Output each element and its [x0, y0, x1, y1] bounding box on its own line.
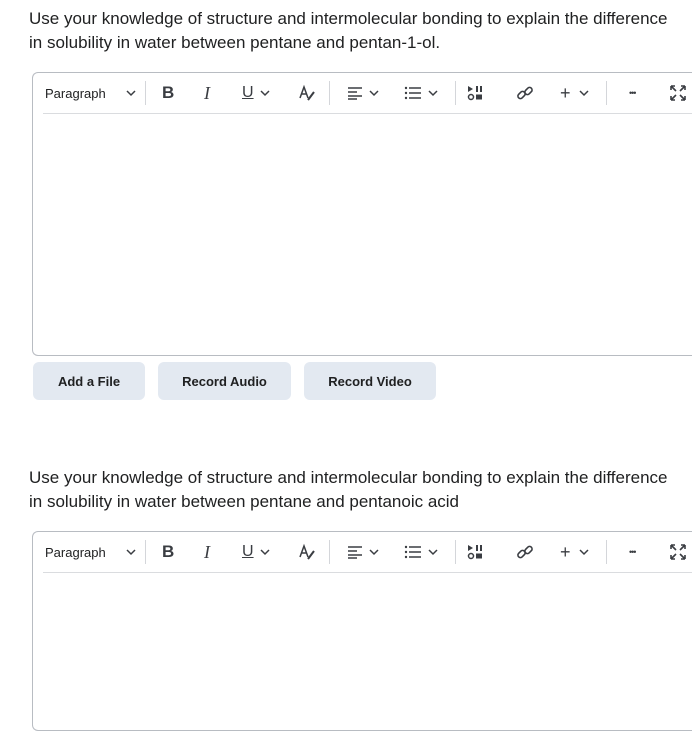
insert-media-button[interactable] [467, 81, 485, 105]
text-style-icon [298, 543, 316, 561]
insert-link-button[interactable] [516, 540, 534, 564]
link-icon [516, 84, 534, 102]
insert-more-dropdown[interactable] [560, 540, 589, 564]
editor-toolbar [43, 532, 692, 573]
text-style-icon [298, 84, 316, 102]
align-dropdown[interactable] [347, 81, 379, 105]
chevron-down-icon [428, 89, 438, 97]
bold-button[interactable]: B [162, 542, 175, 561]
insert-media-button[interactable] [467, 540, 485, 564]
insert-link-button[interactable] [516, 81, 534, 105]
insert-more-dropdown[interactable] [560, 81, 589, 105]
format-dropdown-label: Paragraph [45, 544, 106, 560]
chevron-down-icon [369, 89, 379, 97]
toolbar-divider [455, 81, 456, 105]
media-icon [467, 84, 485, 102]
chevron-down-icon [126, 89, 136, 97]
format-dropdown[interactable] [45, 81, 136, 105]
plus-icon: + [560, 82, 571, 103]
plus-icon: + [560, 541, 571, 562]
record-video-button[interactable]: Record Video [304, 362, 436, 400]
italic-button[interactable]: I [204, 541, 210, 562]
fullscreen-button[interactable] [669, 540, 687, 564]
format-dropdown-label: Paragraph [45, 85, 106, 101]
chevron-down-icon [579, 89, 589, 97]
chevron-down-icon [260, 89, 270, 97]
font-color-button[interactable] [298, 540, 316, 564]
question-1-text: Use your knowledge of structure and intermolecular bonding to explain the difference in solubility in water between pentane and pentan-1-ol. [29, 9, 668, 52]
bulleted-list-icon [404, 545, 422, 559]
toolbar-divider [329, 540, 330, 564]
record-audio-button[interactable]: Record Audio [158, 362, 291, 400]
fullscreen-icon [669, 84, 687, 102]
chevron-down-icon [428, 548, 438, 556]
toolbar-divider [606, 540, 607, 564]
fullscreen-icon [669, 543, 687, 561]
more-actions-button[interactable]: ••• [629, 88, 636, 98]
link-icon [516, 543, 534, 561]
font-color-button[interactable] [298, 81, 316, 105]
editor-toolbar [43, 73, 692, 114]
chevron-down-icon [260, 548, 270, 556]
underline-icon: U [242, 543, 254, 560]
align-dropdown[interactable] [347, 540, 379, 564]
answer-editor-1[interactable] [32, 72, 692, 356]
format-dropdown[interactable] [45, 540, 136, 564]
answer-editor-2[interactable] [32, 531, 692, 731]
toolbar-divider [145, 540, 146, 564]
italic-button[interactable]: I [204, 82, 210, 103]
list-dropdown[interactable] [404, 81, 438, 105]
fullscreen-button[interactable] [669, 81, 687, 105]
bold-button[interactable]: B [162, 83, 175, 102]
toolbar-divider [455, 540, 456, 564]
toolbar-divider [145, 81, 146, 105]
underline-dropdown[interactable] [242, 81, 270, 105]
add-file-button[interactable]: Add a File [33, 362, 145, 400]
align-left-icon [347, 86, 363, 100]
list-dropdown[interactable] [404, 540, 438, 564]
toolbar-divider [329, 81, 330, 105]
chevron-down-icon [579, 548, 589, 556]
align-left-icon [347, 545, 363, 559]
toolbar-divider [606, 81, 607, 105]
question-2-text: Use your knowledge of structure and intermolecular bonding to explain the difference in solubility in water between pentane and pentanoic acid [29, 468, 668, 511]
underline-icon: U [242, 84, 254, 101]
chevron-down-icon [369, 548, 379, 556]
underline-dropdown[interactable] [242, 540, 270, 564]
more-actions-button[interactable]: ••• [629, 547, 636, 557]
bulleted-list-icon [404, 86, 422, 100]
chevron-down-icon [126, 548, 136, 556]
media-icon [467, 543, 485, 561]
